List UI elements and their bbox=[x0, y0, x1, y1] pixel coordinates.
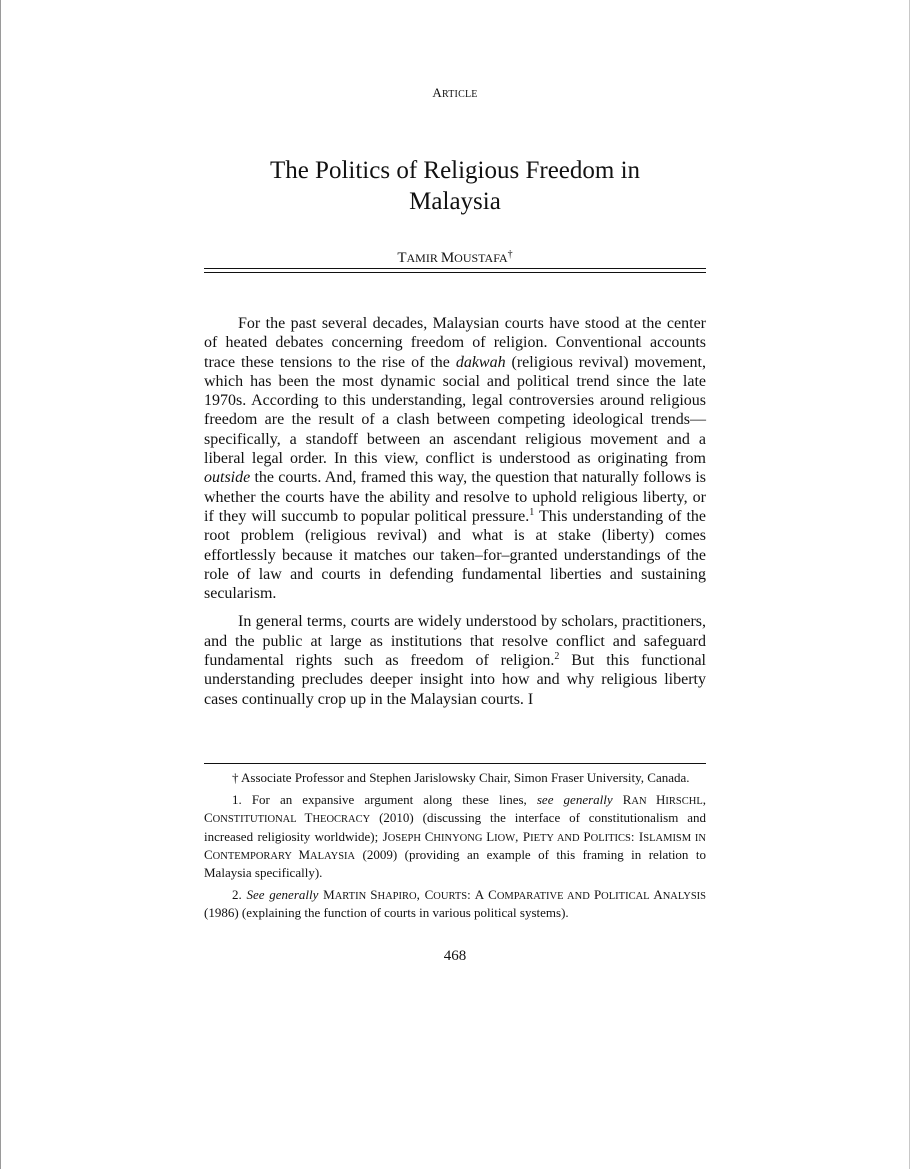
body-paragraph-2: In general terms, courts are widely understood by scholars, practitioners, and the public at large as institutions that resolve conflict and safeguard fundamental rights such as freedom of religion.$^2$ But this functional understanding precludes deeper insight into how and why religious liberty cases continually crop up in the Malaysian courts. I bbox=[204, 613, 706, 708]
author-footnote-mark: † bbox=[507, 249, 513, 260]
body-paragraph-1: For the past several decades, Malaysian courts have stood at the center of heated debates concerning freedom of religion. Conventional accounts trace these tensions to the rise of the dakwah (religious revival) movement, which has been the most dynamic social and political trend since the late 1970s. According to this understanding, legal controversies around religious freedom are the result of a clash between competing ideological trends—specifically, a standoff between an ascendant religious movement and a liberal legal order. In this view, conflict is understood as originating from outside the courts. And, framed this way, the question that naturally follows is whether the courts have the ability and resolve to uphold religious liberty, or if they will succumb to popular political pressure.$^1$ This understanding of the root problem (religious revival) and what is at stake (liberty) comes effortlessly because it matches our taken–for–granted understandings of the role of law and courts in defending fundamental liberties and sustaining secularism. bbox=[204, 315, 706, 603]
footnote-separator bbox=[204, 763, 706, 764]
footnote-ref-1: 1 bbox=[529, 506, 535, 518]
article-title bbox=[204, 155, 706, 217]
footnotes bbox=[204, 770, 706, 928]
title-rule-top bbox=[204, 268, 706, 269]
author-byline: TAMIR MOUSTAFA† bbox=[397, 249, 513, 266]
footnote-2: 2. See generally MARTIN SHAPIRO, COURTS: A COMPARATIVE AND POLITICAL ANALYSIS (1986) (explaining the function of courts in various political systems). bbox=[204, 887, 706, 921]
title-rule-bottom bbox=[204, 272, 706, 273]
article-body bbox=[204, 314, 706, 718]
section-kicker: ARTICLE bbox=[432, 85, 478, 100]
footnote-ref-2: 2 bbox=[554, 651, 560, 663]
page-left-edge bbox=[0, 0, 1, 1169]
title-line-1: The Politics of Religious Freedom in bbox=[269, 157, 641, 184]
page-number: 468 bbox=[443, 948, 467, 964]
footnote-dagger: † Associate Professor and Stephen Jarislowsky Chair, Simon Fraser University, Canada. bbox=[232, 770, 690, 785]
footnote-1: 1. For an expansive argument along these lines, see generally RAN HIRSCHL, CONSTITUTIONAL THEOCRACY (2010) (discussing the interface of constitutionalism and increased religiosity worldwide); JOSEPH CHINYONG LIOW, PIETY AND POLITICS: ISLAMISM IN CONTEMPORARY MALAYSIA (2009) (providing an example of this framing in relation to Malaysia specifically). bbox=[204, 792, 706, 881]
title-line-2: Malaysia bbox=[409, 188, 501, 215]
